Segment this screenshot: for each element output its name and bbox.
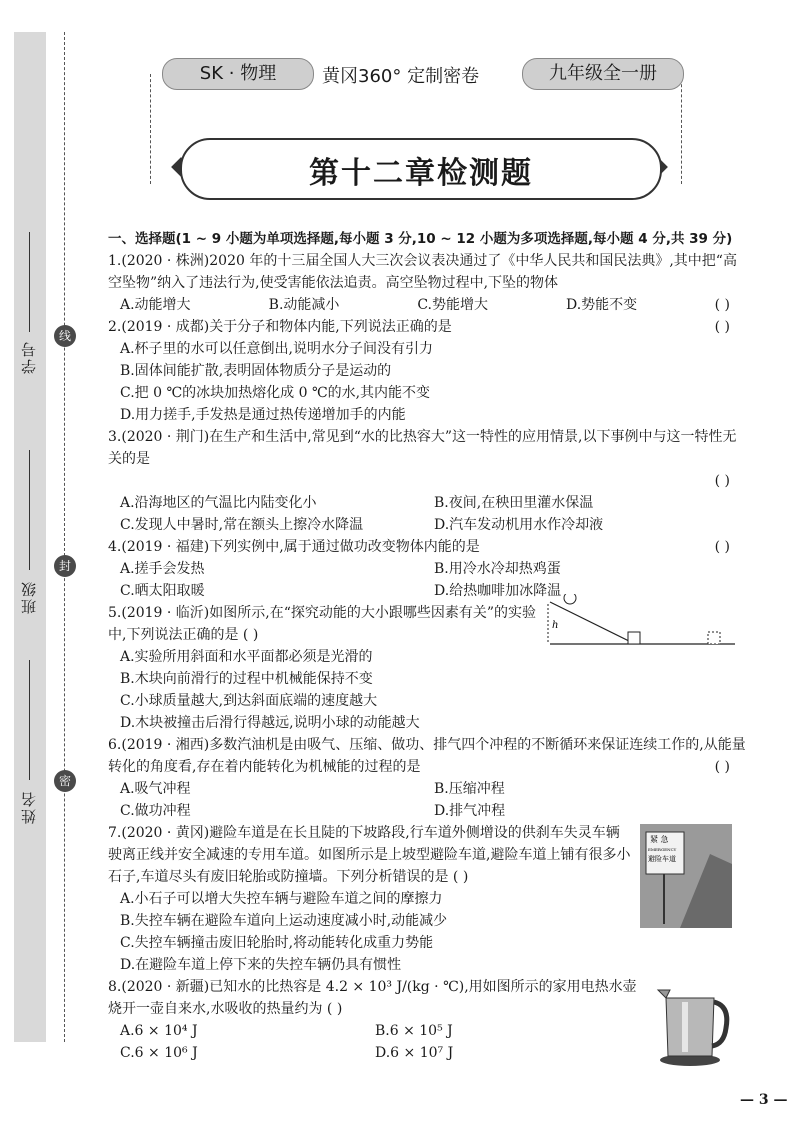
option: C.发现人中暑时,常在额头上擦冷水降温	[120, 517, 364, 533]
question-4	[108, 536, 748, 602]
question-list	[108, 228, 748, 1064]
option: A.吸气冲程	[120, 781, 191, 797]
question-5	[108, 602, 748, 734]
student-id-label: 学号	[20, 340, 38, 374]
runaway-lane-photo	[640, 824, 732, 928]
height-label: h	[552, 620, 559, 631]
option: A.6 × 10⁴ J	[120, 1023, 198, 1039]
answer-paren: ( )	[714, 473, 730, 489]
option: A.杯子里的水可以任意倒出,说明水分子间没有引力	[120, 341, 434, 357]
answer-paren: ( )	[714, 759, 730, 775]
option: B.夜间,在秧田里灌水保温	[434, 495, 594, 511]
title-box	[180, 138, 662, 200]
option: B.固体间能扩散,表明固体物质分子是运动的	[120, 363, 392, 379]
electric-kettle-figure	[656, 980, 730, 1068]
option: B.压缩冲程	[434, 781, 505, 797]
answer-paren: ( )	[452, 869, 469, 885]
student-id-line	[29, 232, 30, 332]
question-stem: 8.(2020 · 新疆)已知水的比热容是 4.2 × 10³ J/(kg · ℃),用如图所示的家用电热水壶烧开一壶自来水,水吸收的热量约为	[108, 979, 637, 1017]
option: B.动能减小	[268, 297, 340, 313]
question-3	[108, 426, 748, 536]
answer-paren: ( )	[242, 627, 259, 643]
question-7	[108, 822, 748, 976]
name-label: 姓名	[20, 790, 38, 824]
seal-feng: 封	[54, 555, 76, 577]
page-number: — 3 —	[740, 1092, 788, 1108]
option: B.用冷水冷却热鸡蛋	[434, 561, 561, 577]
seal-mi: 密	[54, 770, 76, 792]
incline-figure	[540, 594, 740, 654]
option: D.汽车发动机用水作冷却液	[434, 517, 604, 533]
option: B.6 × 10⁵ J	[375, 1023, 453, 1039]
answer-paren: ( )	[714, 297, 730, 313]
option: A.实验所用斜面和水平面都必须是光滑的	[120, 649, 373, 665]
question-stem: 7.(2020 · 黄冈)避险车道是在长且陡的下坡路段,行车道外侧增设的供刹车失灵车辆驶离正线并安全减速的专用车道。如图所示是上坡型避险车道,避险车道上铺有很多小石子,车道尽头有废旧轮胎或防撞墙。下列分析错误的是	[108, 825, 631, 885]
question-stem: 3.(2020 · 荆门)在生产和生活中,常见到“水的比热容大”这一特性的应用情景,以下事例中与这一特性无关的是	[108, 429, 737, 467]
option: C.把 0 ℃的冰块加热熔化成 0 ℃的水,其内能不变	[120, 385, 431, 401]
answer-paren: ( )	[714, 539, 730, 555]
option: C.做功冲程	[120, 803, 191, 819]
question-stem: 2.(2019 · 成都)关于分子和物体内能,下列说法正确的是	[108, 319, 452, 335]
name-line	[29, 660, 30, 780]
sign-text-2: EMERGENCY	[648, 847, 677, 852]
option: C.势能增大	[417, 297, 488, 313]
option: C.6 × 10⁶ J	[120, 1045, 198, 1061]
question-stem: 1.(2020 · 株洲)2020 年的十三届全国人大三次会议表决通过了《中华人民共和国民法典》,其中把“高空坠物”纳入了违法行为,使受害能依法追责。高空坠物过程中,下坠的物体	[108, 253, 737, 291]
grade-tag: 九年级全一册	[522, 58, 684, 90]
question-stem: 5.(2019 · 临沂)如图所示,在“探究动能的大小跟哪些因素有关”的实验中,下列说法正确的是	[108, 605, 537, 643]
question-8	[108, 976, 748, 1064]
option: A.沿海地区的气温比内陆变化小	[120, 495, 317, 511]
answer-paren: ( )	[714, 319, 730, 335]
option: D.给热咖啡加冰降温	[434, 583, 562, 599]
option: B.失控车辆在避险车道向上运动速度减小时,动能减少	[120, 913, 448, 929]
option: D.排气冲程	[434, 803, 506, 819]
option: A.小石子可以增大失控车辆与避险车道之间的摩擦力	[120, 891, 443, 907]
subject-tag: SK · 物理	[162, 58, 314, 90]
class-line	[29, 450, 30, 570]
question-6	[108, 734, 748, 822]
series-name: 黄冈360° 定制密卷	[322, 66, 480, 87]
option: D.6 × 10⁷ J	[375, 1045, 454, 1061]
question-stem: 6.(2019 · 湘西)多数汽油机是由吸气、压缩、做功、排气四个冲程的不断循环来保证连续工作的,从能量转化的角度看,存在着内能转化为机械能的过程的是	[108, 737, 746, 775]
option: D.势能不变	[565, 297, 638, 313]
page-title: 第十二章检测题	[309, 156, 533, 191]
option: D.在避险车道上停下来的失控车辆仍具有惯性	[120, 957, 402, 973]
option: A.动能增大	[120, 297, 191, 313]
header-bar	[150, 58, 680, 92]
option: D.用力搓手,手发热是通过热传递增加手的内能	[120, 407, 406, 423]
question-1	[108, 250, 748, 316]
seal-xian: 线	[54, 325, 76, 347]
class-label: 班级	[20, 580, 38, 614]
option: B.木块向前滑行的过程中机械能保持不变	[120, 671, 373, 687]
binding-dash-line	[64, 32, 65, 1042]
option: C.晒太阳取暖	[120, 583, 205, 599]
binding-strip	[14, 32, 46, 1042]
question-2	[108, 316, 748, 426]
sign-text-1: 紧 急	[650, 835, 669, 844]
answer-paren: ( )	[326, 1001, 343, 1017]
section-heading: 一、选择题(1 ~ 9 小题为单项选择题,每小题 3 分,10 ~ 12 小题为多项选择题,每小题 4 分,共 39 分)	[108, 231, 733, 247]
option: C.小球质量越大,到达斜面底端的速度越大	[120, 693, 378, 709]
question-stem: 4.(2019 · 福建)下列实例中,属于通过做功改变物体内能的是	[108, 539, 480, 555]
sign-text-3: 避险车道	[648, 855, 676, 863]
option: C.失控车辆撞击废旧轮胎时,将动能转化成重力势能	[120, 935, 434, 951]
option: D.木块被撞击后滑行得越远,说明小球的动能越大	[120, 715, 420, 731]
option: A.搓手会发热	[120, 561, 205, 577]
